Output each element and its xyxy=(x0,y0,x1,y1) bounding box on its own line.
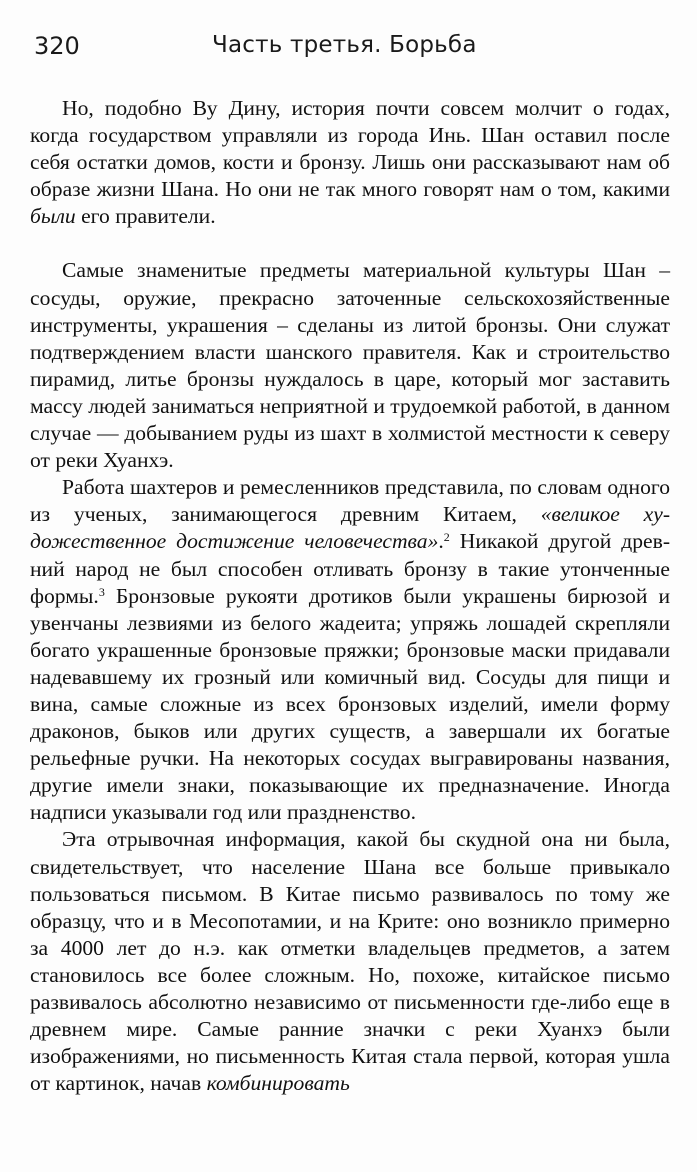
emphasis-kombinirovat: комбинировать xyxy=(206,1071,350,1096)
paragraph-3 xyxy=(30,474,670,826)
footnote-ref-3[interactable]: 3 xyxy=(98,584,105,599)
emphasis-byli: были xyxy=(30,204,76,229)
chapter-title: Часть третья. Борьба xyxy=(212,32,477,58)
running-header xyxy=(34,32,674,68)
paragraph-3-end: Бронзовые рукояти дротиков были украшены бирюзой и увенчаны лезвиями из белого жадеита; упряжь лошадей скрепляли богато украшенные бронзовые пряжки; бронзовые маски придавали надевавшему их грозный или комичный вид. Сосуды для пищи и вина, самые сложные из всех бронзовых изделий, имели форму драконов, быков или других существ, а завершали их богатые рельефные ручки. На некоторых сосудах выгравированы названия, другие имели знаки, показывающие их предназначение. Иногда надписи указывали год или праздненство. xyxy=(30,583,670,825)
paragraph-4 xyxy=(30,826,670,1097)
page-number: 320 xyxy=(34,32,80,60)
paragraph-3-mid: Никакой другой древний народ не был способен отливать бронзу в такие утонченные формы. xyxy=(30,529,671,608)
paragraph-1-end: его правители. xyxy=(75,204,216,229)
body-text xyxy=(30,95,670,1097)
paragraph-4-text: Эта отрывочная информация, какой бы скудной она ни была, свидетельствует, что население Шана все больше привыкало пользоваться письмом. В Китае письмо развивалось по тому же образцу, что и в Месопотамии, и на Крите: оно возникло примерно за 4000 лет до н.э. как отметки владельцев предметов, а затем становилось все более сложным. Но, похоже, китайское письмо развивалось абсолютно независимо от письменности где-либо еще в древнем мире. Самые ранние значки с реки Хуанхэ были изображениями, но письменность Китая стала первой, которая ушла от картинок, начав xyxy=(30,827,670,1096)
footnote-ref-2[interactable]: 2 xyxy=(443,530,450,545)
quote-emphasis: «великое художественное достижение человечества» xyxy=(30,502,671,554)
paragraph-1-text: Но, подобно Ву Дину, история почти совсем молчит о годах, когда государством управляли из города Инь. Шан оставил после себя остатки домов, кости и бронзу. Лишь они рассказывают нам об образе жизни Шана. Но они не так много говорят нам о том, какими xyxy=(30,96,670,202)
paragraph-3-text: Работа шахтеров и ремесленников представила, по словам одного из ученых, занимающегося древним Китаем, xyxy=(30,475,670,527)
paragraph-2: Самые знаменитые предметы материальной культуры Шан – сосуды, оружие, прекрасно заточенные сельскохозяйственные инструменты, украшения – сделаны из литой бронзы. Они служат подтверждением власти шанского правителя. Как и строительство пирамид, литье бронзы нуждалось в царе, который мог заставить массу людей заниматься неприятной и трудоемкой работой, в данном случае — добыванием руды из шахт в холмистой местности к северу от реки Хуанхэ. xyxy=(30,258,670,473)
quote-end: . xyxy=(438,529,444,554)
paragraph-1 xyxy=(30,95,670,230)
